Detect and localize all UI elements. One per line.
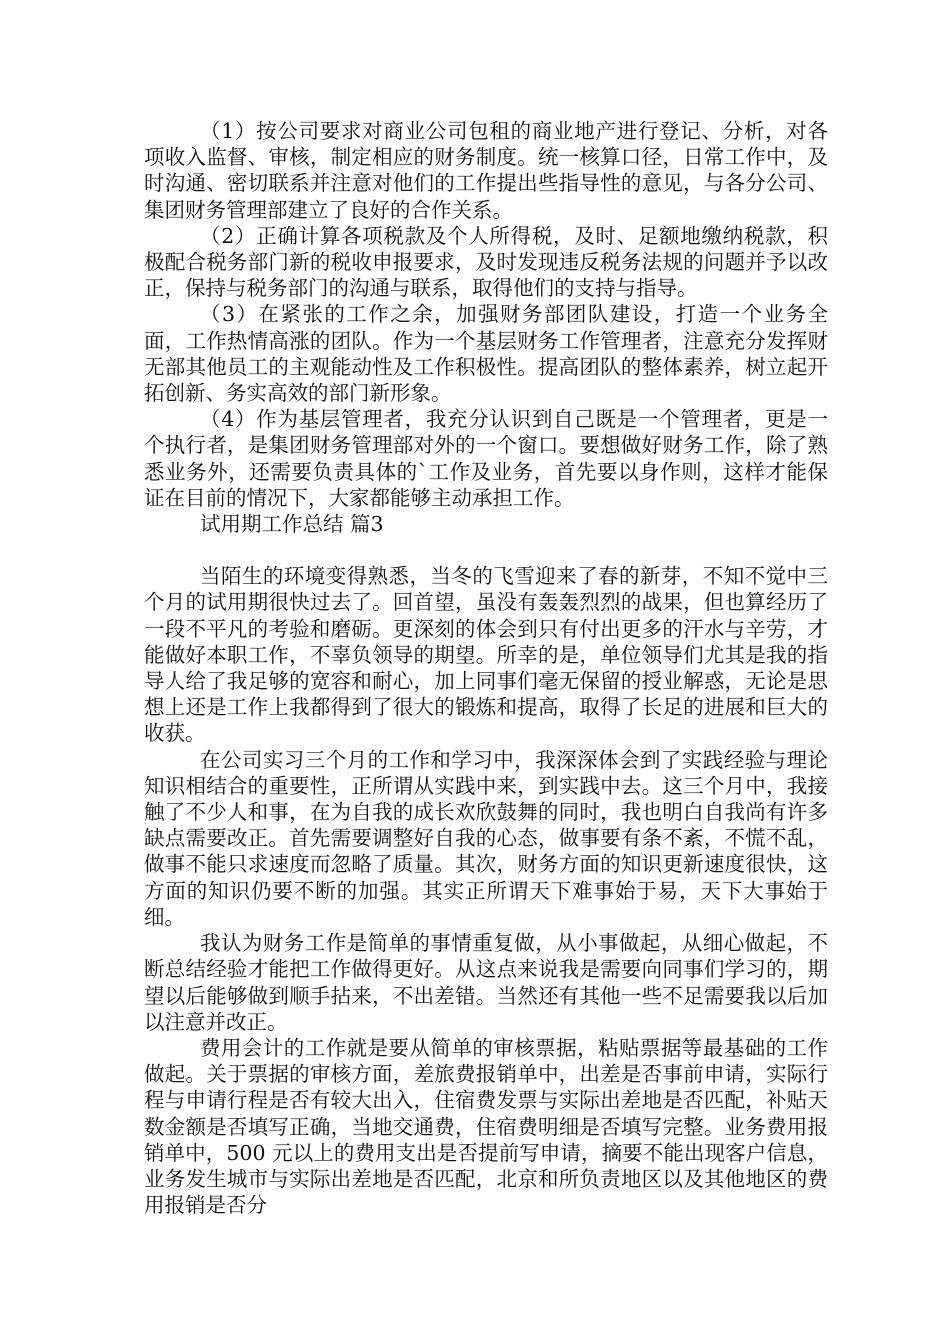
document-page bbox=[144, 118, 828, 1218]
blank-line bbox=[144, 537, 828, 563]
paragraph-item-3: （3）在紧张的工作之余，加强财务部团队建设，打造一个业务全面，工作热情高涨的团队。作为一个基层财务工作管理者，注意充分发挥财无部其他员工的主观能动性及工作积极性。提高团队的整体素养，树立起开拓创新、务实高效的部门新形象。 bbox=[144, 302, 828, 406]
paragraph-item-1: （1）按公司要求对商业公司包租的商业地产进行登记、分析，对各项收入监督、审核，制定相应的财务制度。统一核算口径，日常工作中，及时沟通、密切联系并注意对他们的工作提出些指导性的意见，与各分公司、集团财务管理部建立了良好的合作关系。 bbox=[144, 119, 828, 222]
paragraph-intro: 当陌生的环境变得熟悉，当冬的飞雪迎来了春的新芽，不知不觉中三个月的试用期很快过去了。回首望，虽没有轰轰烈烈的战果，但也算经历了一段不平凡的考验和磨砺。更深刻的体会到只有付出更多的汗水与辛劳，才能做好本职工作，不辜负领导的期望。所幸的是，单位领导们尤其是我的指导人给了我足够的宽容和耐心，加上同事们毫无保留的授业解惑，无论是思想上还是工作上我都得到了很大的锻炼和提高，取得了长足的进展和巨大的收获。 bbox=[144, 564, 828, 746]
paragraph-item-4: （4）作为基层管理者，我充分认识到自己既是一个管理者，更是一个执行者，是集团财务管理部对外的一个窗口。要想做好财务工作，除了熟悉业务外，还需要负责具体的`工作及业务，首先要以身作则，这样才能保证在目前的情况下，大家都能够主动承担工作。 bbox=[144, 407, 828, 510]
section-heading: 试用期工作总结 篇3 bbox=[200, 512, 384, 537]
paragraph-item-2: （2）正确计算各项税款及个人所得税，及时、足额地缴纳税款，积极配合税务部门新的税收申报要求，及时发现违反税务法规的问题并予以改正，保持与税务部门的沟通与联系，取得他们的支持与指导。 bbox=[144, 223, 828, 301]
paragraph-finance-work: 我认为财务工作是简单的事情重复做，从小事做起，从细心做起，不断总结经验才能把工作做得更好。从这点来说我是需要向同事们学习的，期望以后能够做到顺手拈来，不出差错。当然还有其他一些不足需要我以后加以注意并改正。 bbox=[144, 931, 828, 1034]
paragraph-internship: 在公司实习三个月的工作和学习中，我深深体会到了实践经验与理论知识相结合的重要性，正所谓从实践中来，到实践中去。这三个月中，我接触了不少人和事，在为自我的成长欢欣鼓舞的同时，我也明白自我尚有许多缺点需要改正。首先需要调整好自我的心态，做事要有条不紊，不慌不乱，做事不能只求速度而忽略了质量。其次，财务方面的知识更新速度很快，这方面的知识仍要不断的加强。其实正所谓天下难事始于易，天下大事始于细。 bbox=[144, 747, 828, 929]
paragraph-expense-accounting: 费用会计的工作就是要从简单的审核票据，粘贴票据等最基础的工作做起。关于票据的审核方面，差旅费报销单中，出差是否事前申请，实际行程与申请行程是否有较大出入，住宿费发票与实际出差地是否匹配，补贴天数金额是否填写正确，当地交通费，住宿费明细是否填写完整。业务费用报销单中，500 元以上的费用支出是否提前写申请，摘要不能出现客户信息，业务发生城市与实际出差地是否匹配，北京和所负责地区以及其他地区的费用报销是否分 bbox=[144, 1035, 828, 1218]
